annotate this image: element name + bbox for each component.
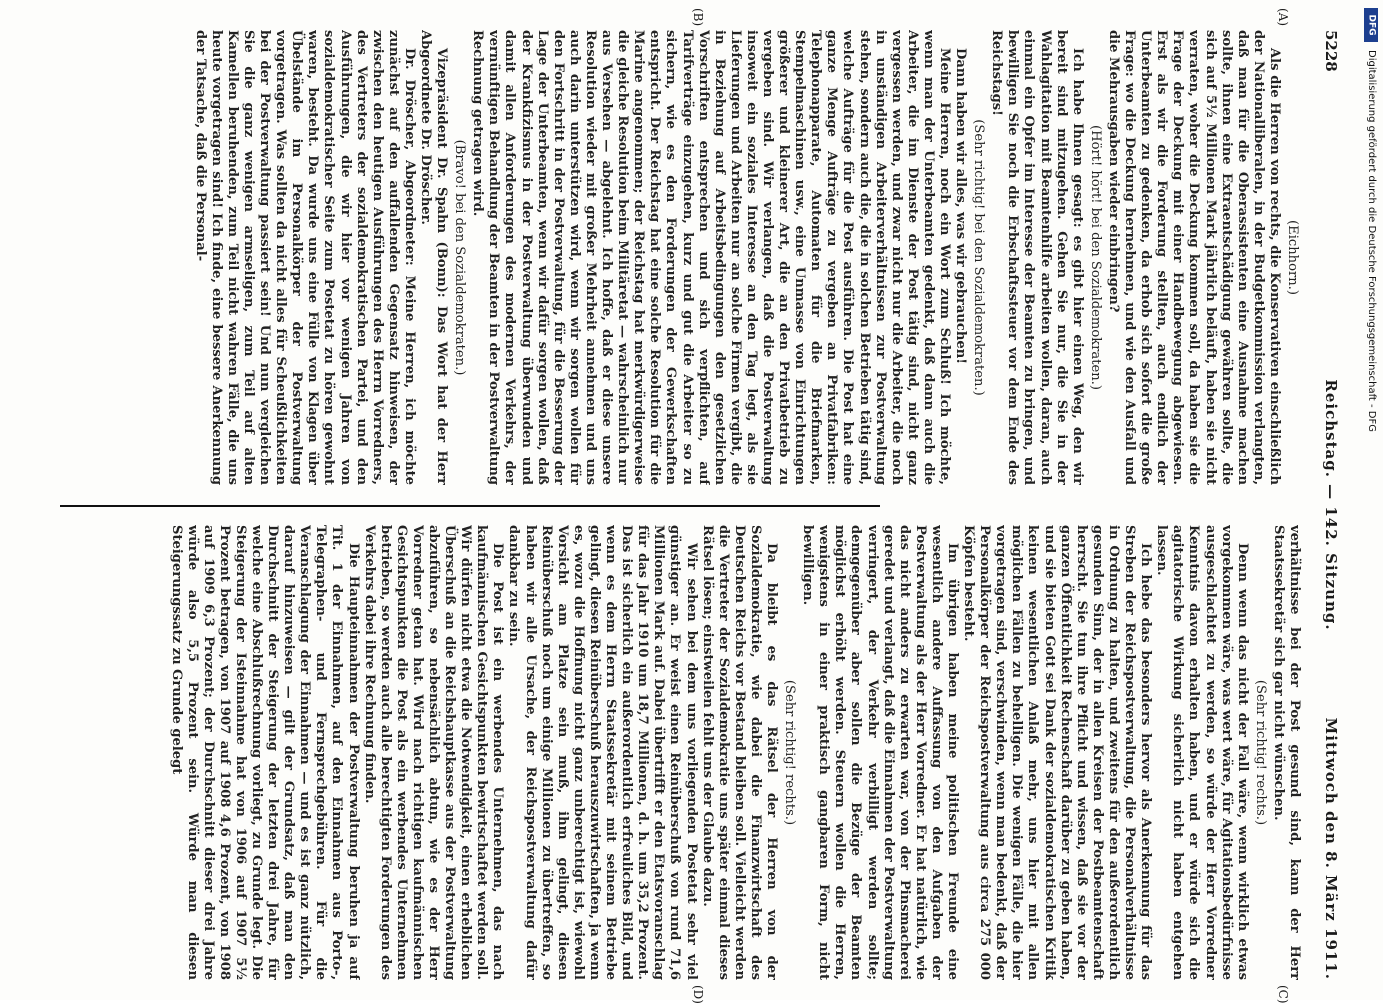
paragraph: Meine Herren, noch ein Wort zum Schluß! Ich möchte, wenn man der Unterbeamten gedenkt, daß dann auch die Arbeiter, die im Dienste der Post tätig sind, nicht ganz vergessen werden, und zwar nicht nur die Arbeiter, die noch in unständigen Arbeiterverhältnissen zur Postverwaltung stehen, sondern auch die, die in solchen Betrieben tätig sind, welche Aufträge für die Post ausführen. Die Post hat eine ganze Menge Aufträge zu vergeben an Privatfabriken: Telephonapparate, Automaten für die Briefmarken, Stempelmaschinen usw., eine Unmasse von Einrichtungen größerer und kleinerer Art, die an den Privatbetrieb zu vergeben sind. Wir verlangen, daß die Postverwaltung insoweit ein soziales Interesse an den Tag legt, als sie Lieferungen und Arbeiten nur an solche Firmen vergibt, die in Beziehung auf Arbeitsbedingungen den gesetzlichen Vorschriften entsprechen und sich verpflichten, auf Tarifverträge einzugehen, kurz und gut die Arbeiter so zu sichern, wie es den Forderungen der Gewerkschaften entspricht. Der Reichstag hat eine solche Resolution für die Marine angenommen; der Reichstag hat merkwürdigerweise die gleiche Resolution beim Militäretat — wahrscheinlich nur aus Versehen — abgelehnt. Ich hoffe, daß er diese unsere Resolution wieder mit großer Mehrheit annehmen und uns auch darin unterstützen wird, wenn wir sorgen wollen für den Fortschritt in der Postverwaltung, für die Besserung der Lage der Unterbeamten, wenn wir dafür sorgen wollen, daß der Krankfizismus in der Postverwaltung überwunden und damit allen Anforderungen des modernen Verkehrs, der vernünftigen Behandlung der Beamten in der Postverwaltung Rechnung getragen wird. — [470, 30, 953, 485]
paragraph: Wir sehen bei dem uns vorliegenden Postetat sehr viel günstiger an. Er weist einen Reinüberschuß von rund 71,6 Millionen Mark auf. Dabei übertrifft er den Etatsvoranschlag für das Jahr 1910 um 18,7 Millionen, d. h. um 35,2 Prozent. Das ist sicherlich ein außerordentlich erfreuliches Bild, und wenn es dem Herrn Staatssekretär mit seinem Betriebe gelingt, diesen Reinüberschuß herauszuwirtschaften, ja wenn es, wozu die Hoffnung nicht ganz unberechtigt ist, wiewohl Vorsicht am Platze sein muß, ihm gelingt, diesen Reinüberschuß noch um einige Millionen zu übertreffen, so haben wir alle Ursache, der Reichspostverwaltung dafür dankbar zu sein. — [506, 525, 699, 980]
interjection: (Eichhorn.) — [1285, 220, 1300, 295]
session-title: Reichstag. — 142. Sitzung. — [1322, 379, 1340, 631]
interjection: (Sehr richtig! rechts.) — [1252, 679, 1268, 826]
margin-marker-a: (A) — [1276, 8, 1290, 27]
page-number: 5228 — [1322, 30, 1340, 72]
paragraph: Die Post ist ein werbendes Unternehmen, das nach kaufmännischen Gesichtspunkten bewirtschaftet werden soll. Wir dürfen nicht etwa die Notwendigkeit, einen erheblichen Überschuß an die Reichshauptkasse aus der Postverwaltung abzuführen, so nebensächlich abtun, wie es der Herr Vorredner getan hat. Wird nach richtigen kaufmännischen Gesichtspunkten die Post als ein werbendes Unternehmen betrieben, so werden auch alle berechtigten Forderungen des Verkehrs dabei ihre Rechnung finden. — [361, 525, 506, 980]
paragraph: Dr. Dröscher, Abgeordneter: Meine Herren, ich möchte zunächst auf den auffallenden Gegensatz hinweisen, der zwischen den heutigen Ausführungen des Herrn Vorredners, des Vertreters der sozialdemokratischen Partei, und den Ausführungen, die wir hier vor wenigen Jahren von sozialdemokratischer Seite zum Postetat zu hören gewohnt waren, besteht. Da wurde uns eine Fülle von Klagen über Übelstände im Personalkörper der Postverwaltung vorgetragen. Was sollten da nicht alles für Scheußlichkeiten bei der Postverwaltung passiert sein! Und nun vergleichen Sie die ganz wenigen armseligen, zum Teil auf alten Kamellen beruhenden, zum Teil nicht wahren Fälle, die uns heute vorgetragen sind! Ich finde, eine bessere Anerkennung der Tatsache, daß die Personal- — [192, 30, 417, 485]
margin-marker-b: (B) — [691, 8, 705, 27]
paragraph: Dann haben wir alles, was wir gebrauchen! — [953, 48, 969, 364]
digitization-credit — [1362, 50, 1380, 950]
margin-marker-d: (D) — [691, 985, 705, 1004]
page-header — [1310, 30, 1350, 980]
paragraph: Ich hebe das besonders hervor als Anerkennung für das Streben der Reichspostverwaltung, die Personalverhältnisse in Ordnung zu halten, und zweitens für den außerordentlich gesunden Sinn, der in allen Kreisen der Postbeamtenschaft herrscht. Sie tun ihre Pflicht und wissen, daß sie vor der ganzen Öffentlichkeit Rechenschaft darüber zu geben haben, und sie bieten Gott sei Dank der sozialdemokratischen Kritik keinen wesentlichen Anlaß mehr, uns hier mit allen möglichen Fällen zu behelligen. Die wenigen Fälle, die hier vorgetragen sind, verschwinden, wenn man bedenkt, daß der Personalkörper der Reichspostverwaltung aus circa 275 000 Köpfen besteht. — [961, 525, 1154, 980]
paragraph: Im übrigen haben meine politischen Freunde eine wesentlich andere Auffassung von den Aufgaben der Postverwaltung als der Herr Vorredner. Er hat natürlich, wie das nicht anders zu erwarten war, von der Pinsmacherei geredet und verlangt, daß die Einnahmen der Postverwaltung verringert, der Verkehr verbilligt werden sollte; demgegenüber aber sollen die Bezüge der Beamten möglichst erhöht werden. Steuern wollen die Herren, wenigstens in einer praktisch gangbaren Form, nicht bewilligen. — [800, 525, 961, 980]
dfg-logo — [1364, 8, 1378, 42]
paragraph: Denn wenn das nicht der Fall wäre, wenn wirklich etwas vorgekommen wäre, was wert wäre, für Agitationsbedürfnisse ausgeschlachtet zu werden, so würde der Herr Vorredner Kenntnis davon erhalten haben, und er würde sich die agitatorische Wirkung sicherlich nicht haben entgehen lassen. — [1154, 525, 1250, 980]
dfg-logo-text: DFG — [1366, 14, 1377, 36]
column-divider — [60, 505, 880, 507]
paragraph: verhältnisse bei der Post gesund sind, kann der Herr Staatssekretär sich gar nicht wünschen. — [1270, 525, 1302, 980]
right-text-column — [57, 525, 1302, 980]
left-text-column — [57, 30, 1302, 485]
paragraph: Da bleibt es das Rätsel der Herren von der Sozialdemokratie, wie dabei die Finanzwirtschaft des Deutschen Reichs vor Bestand bleiben soll. Vielleicht werden die Vertreter der Sozialdemokratie uns später einmal dieses Rätsel lösen; einstweilen fehlt uns der Glaube dazu. — [699, 525, 779, 980]
session-date: Mittwoch den 8. März 1911. — [1322, 717, 1340, 980]
interjection: (Bravo! bei den Sozialdemokraten.) — [452, 139, 468, 376]
paragraph: Die Haupteinnahmen der Postverwaltung beruhen ja auf Tit. 1 der Einnahmen, auf den Einnahmen aus Porto-, Telegraphen- und Fernsprechgebühren. Für die Veranschlagung der Einnahmen — und es ist ganz nützlich, darauf hinzuweisen — gilt der Grundsatz, daß man den Durchschnitt der Steigerung der letzten drei Jahre, für welche eine Abschlußrechnung vorliegt, zu Grunde legt. Die Steigerung der Isteinnahme hat von 1906 auf 1907 5½ Prozent betragen, von 1907 auf 1908 4,6 Prozent, von 1908 auf 1909 6,3 Prozent; der Durchschnitt dieser drei Jahre würde also 5,5 Prozent sein. Würde man diesen Steigerungssatz zu Grunde gelegt — [168, 525, 361, 980]
rotated-scan — [40, 8, 1350, 1004]
margin-marker-c: (C) — [1276, 985, 1290, 1004]
page-content — [40, 8, 1350, 1004]
paragraph: Ich habe Ihnen gesagt: es gibt hier einen Weg, den wir bereit sind mitzugehen. Gehen Sie nur, die Sie in der Wahlagitation mit Beamtenhilfe arbeiten wollen, daran, auch einmal ein Opfer im Interesse der Beamten zu bringen, und bewilligen Sie noch die Erbschaftssteuer vor dem Ende des Reichstags! — [989, 30, 1085, 485]
interjection: (Hört! hört! bei den Sozialdemokraten.) — [1087, 125, 1103, 390]
interjection: (Sehr richtig! rechts.) — [782, 679, 798, 826]
paragraph: Als die Herren von rechts, die Konservativen einschließlich der Nationalliberalen, in der Budgetkommission verlangten, daß man für die Oberassistenten eine Ausnahme machen sollte, ihnen eine Extraentschädigung gewähren sollte, die sich auf 5½ Millionen Mark jährlich beläuft, haben sie nicht verraten, woher die Deckung kommen soll, da haben sie die Frage der Deckung mit einer Handbewegung abgewiesen. Erst als wir die Forderung stellten, auch endlich der Unterbeamten zu gedenken, da erhob sich sofort die große Frage: wo die Deckung hernehmen, und wie den Ausfall und die Mehrausgaben wieder einbringen? — [1105, 30, 1282, 485]
paragraph: Vizepräsident Dr. Spahn (Bonn): Das Wort hat der Herr Abgeordnete Dr. Dröscher. — [418, 30, 450, 485]
interjection: (Sehr richtig! bei den Sozialdemokraten.) — [971, 119, 987, 396]
credit-text: Digitalisierung gefördert durch die Deutsche Forschungsgemeinschaft - DFG — [1366, 50, 1377, 433]
